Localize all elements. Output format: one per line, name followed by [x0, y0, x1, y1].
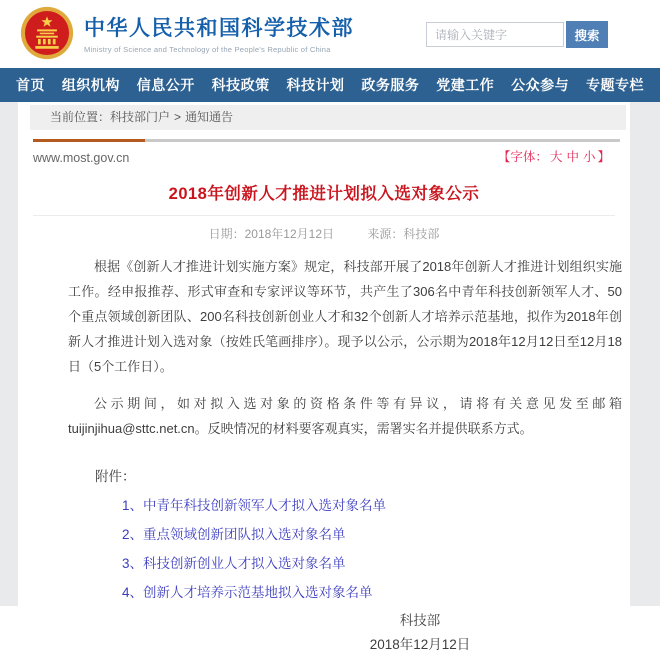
nav-item-organization[interactable]: 组织机构 [61, 77, 120, 93]
article-source: 来源：科技部 [367, 227, 440, 241]
font-size-control [498, 147, 610, 165]
attachment-link-innovation-teams[interactable]: 2、重点领域创新团队拟入选对象名单 [122, 527, 346, 542]
nav-item-home[interactable]: 首页 [16, 77, 45, 93]
site-subtitle: Ministry of Science and Technology of the People's Republic of China [84, 45, 331, 54]
search-button[interactable]: 搜索 [566, 21, 608, 48]
nav-item-special-columns[interactable]: 专题专栏 [586, 77, 644, 93]
attachments-label: 附件： [95, 469, 136, 484]
font-control-suffix: 】 [597, 150, 610, 164]
nav-item-policy[interactable]: 科技政策 [211, 77, 270, 93]
national-emblem-icon [20, 6, 74, 60]
signature-block [340, 609, 500, 657]
site-title: 中华人民共和国科学技术部 [84, 17, 354, 40]
article-paragraph: 根据《创新人才推进计划实施方案》规定，科技部开展了2018年创新人才推进计划组织实施工作。经申报推荐、形式审查和专家评议等环节，共产生了306名中青年科技创新领军人才、50个重点领域创新团队、200名科技创新创业人才和32个创新人才培养示范基地，拟作为2018年创新人才推进计划入选对象（按姓氏笔画排序）。现予以公示，公示期为2018年12月12日至12月18日（5个工作日）。 [68, 259, 622, 374]
nav-item-programs[interactable]: 科技计划 [286, 77, 345, 93]
breadcrumb-current-link[interactable]: 通知通告 [185, 110, 234, 124]
font-size-medium[interactable]: 中 [566, 150, 579, 164]
breadcrumb-label: 当前位置： [50, 110, 111, 124]
nav-item-info-disclosure[interactable]: 信息公开 [136, 77, 195, 93]
breadcrumb [30, 105, 626, 130]
breadcrumb-portal-link[interactable]: 科技部门户 [110, 110, 171, 124]
accent-divider [33, 139, 620, 142]
article-date: 日期：2018年12月12日 [208, 227, 335, 241]
attachment-link-demo-bases[interactable]: 4、创新人才培养示范基地拟入选对象名单 [122, 585, 373, 600]
signature-author: 科技部 [399, 613, 441, 628]
font-size-small[interactable]: 小 [582, 150, 596, 164]
nav-item-public-participation[interactable]: 公众参与 [511, 77, 570, 93]
site-url: www.most.gov.cn [33, 151, 130, 165]
search-input[interactable] [426, 22, 564, 47]
main-nav [0, 68, 660, 102]
breadcrumb-separator: > [174, 110, 182, 124]
nav-item-party-building[interactable]: 党建工作 [436, 77, 495, 93]
font-size-large[interactable]: 大 [549, 150, 563, 164]
page-body [0, 102, 660, 652]
article-title: 2018年创新人才推进计划拟入选对象公示 [33, 180, 615, 216]
attachment-link-entrepreneur-talents[interactable]: 3、科技创新创业人才拟入选对象名单 [122, 556, 346, 571]
attachment-link-leading-talents[interactable]: 1、中青年科技创新领军人才拟入选对象名单 [122, 498, 387, 513]
signature-date: 2018年12月12日 [369, 637, 471, 652]
attachments-list [122, 497, 630, 601]
nav-item-services[interactable]: 政务服务 [361, 77, 420, 93]
site-header [0, 0, 660, 68]
search-box [426, 21, 608, 48]
info-row [18, 142, 630, 165]
font-control-prefix: 【字体： [497, 150, 548, 164]
article-paragraph: 公示期间，如对拟入选对象的资格条件等有异议，请将有关意见发至邮箱tuijinjihua@sttc.net.cn。反映情况的材料要客观真实，需署实名并提供联系方式。 [68, 396, 622, 436]
brand [20, 6, 354, 60]
article-meta [18, 225, 630, 242]
content-container [18, 102, 630, 652]
article [18, 180, 630, 657]
